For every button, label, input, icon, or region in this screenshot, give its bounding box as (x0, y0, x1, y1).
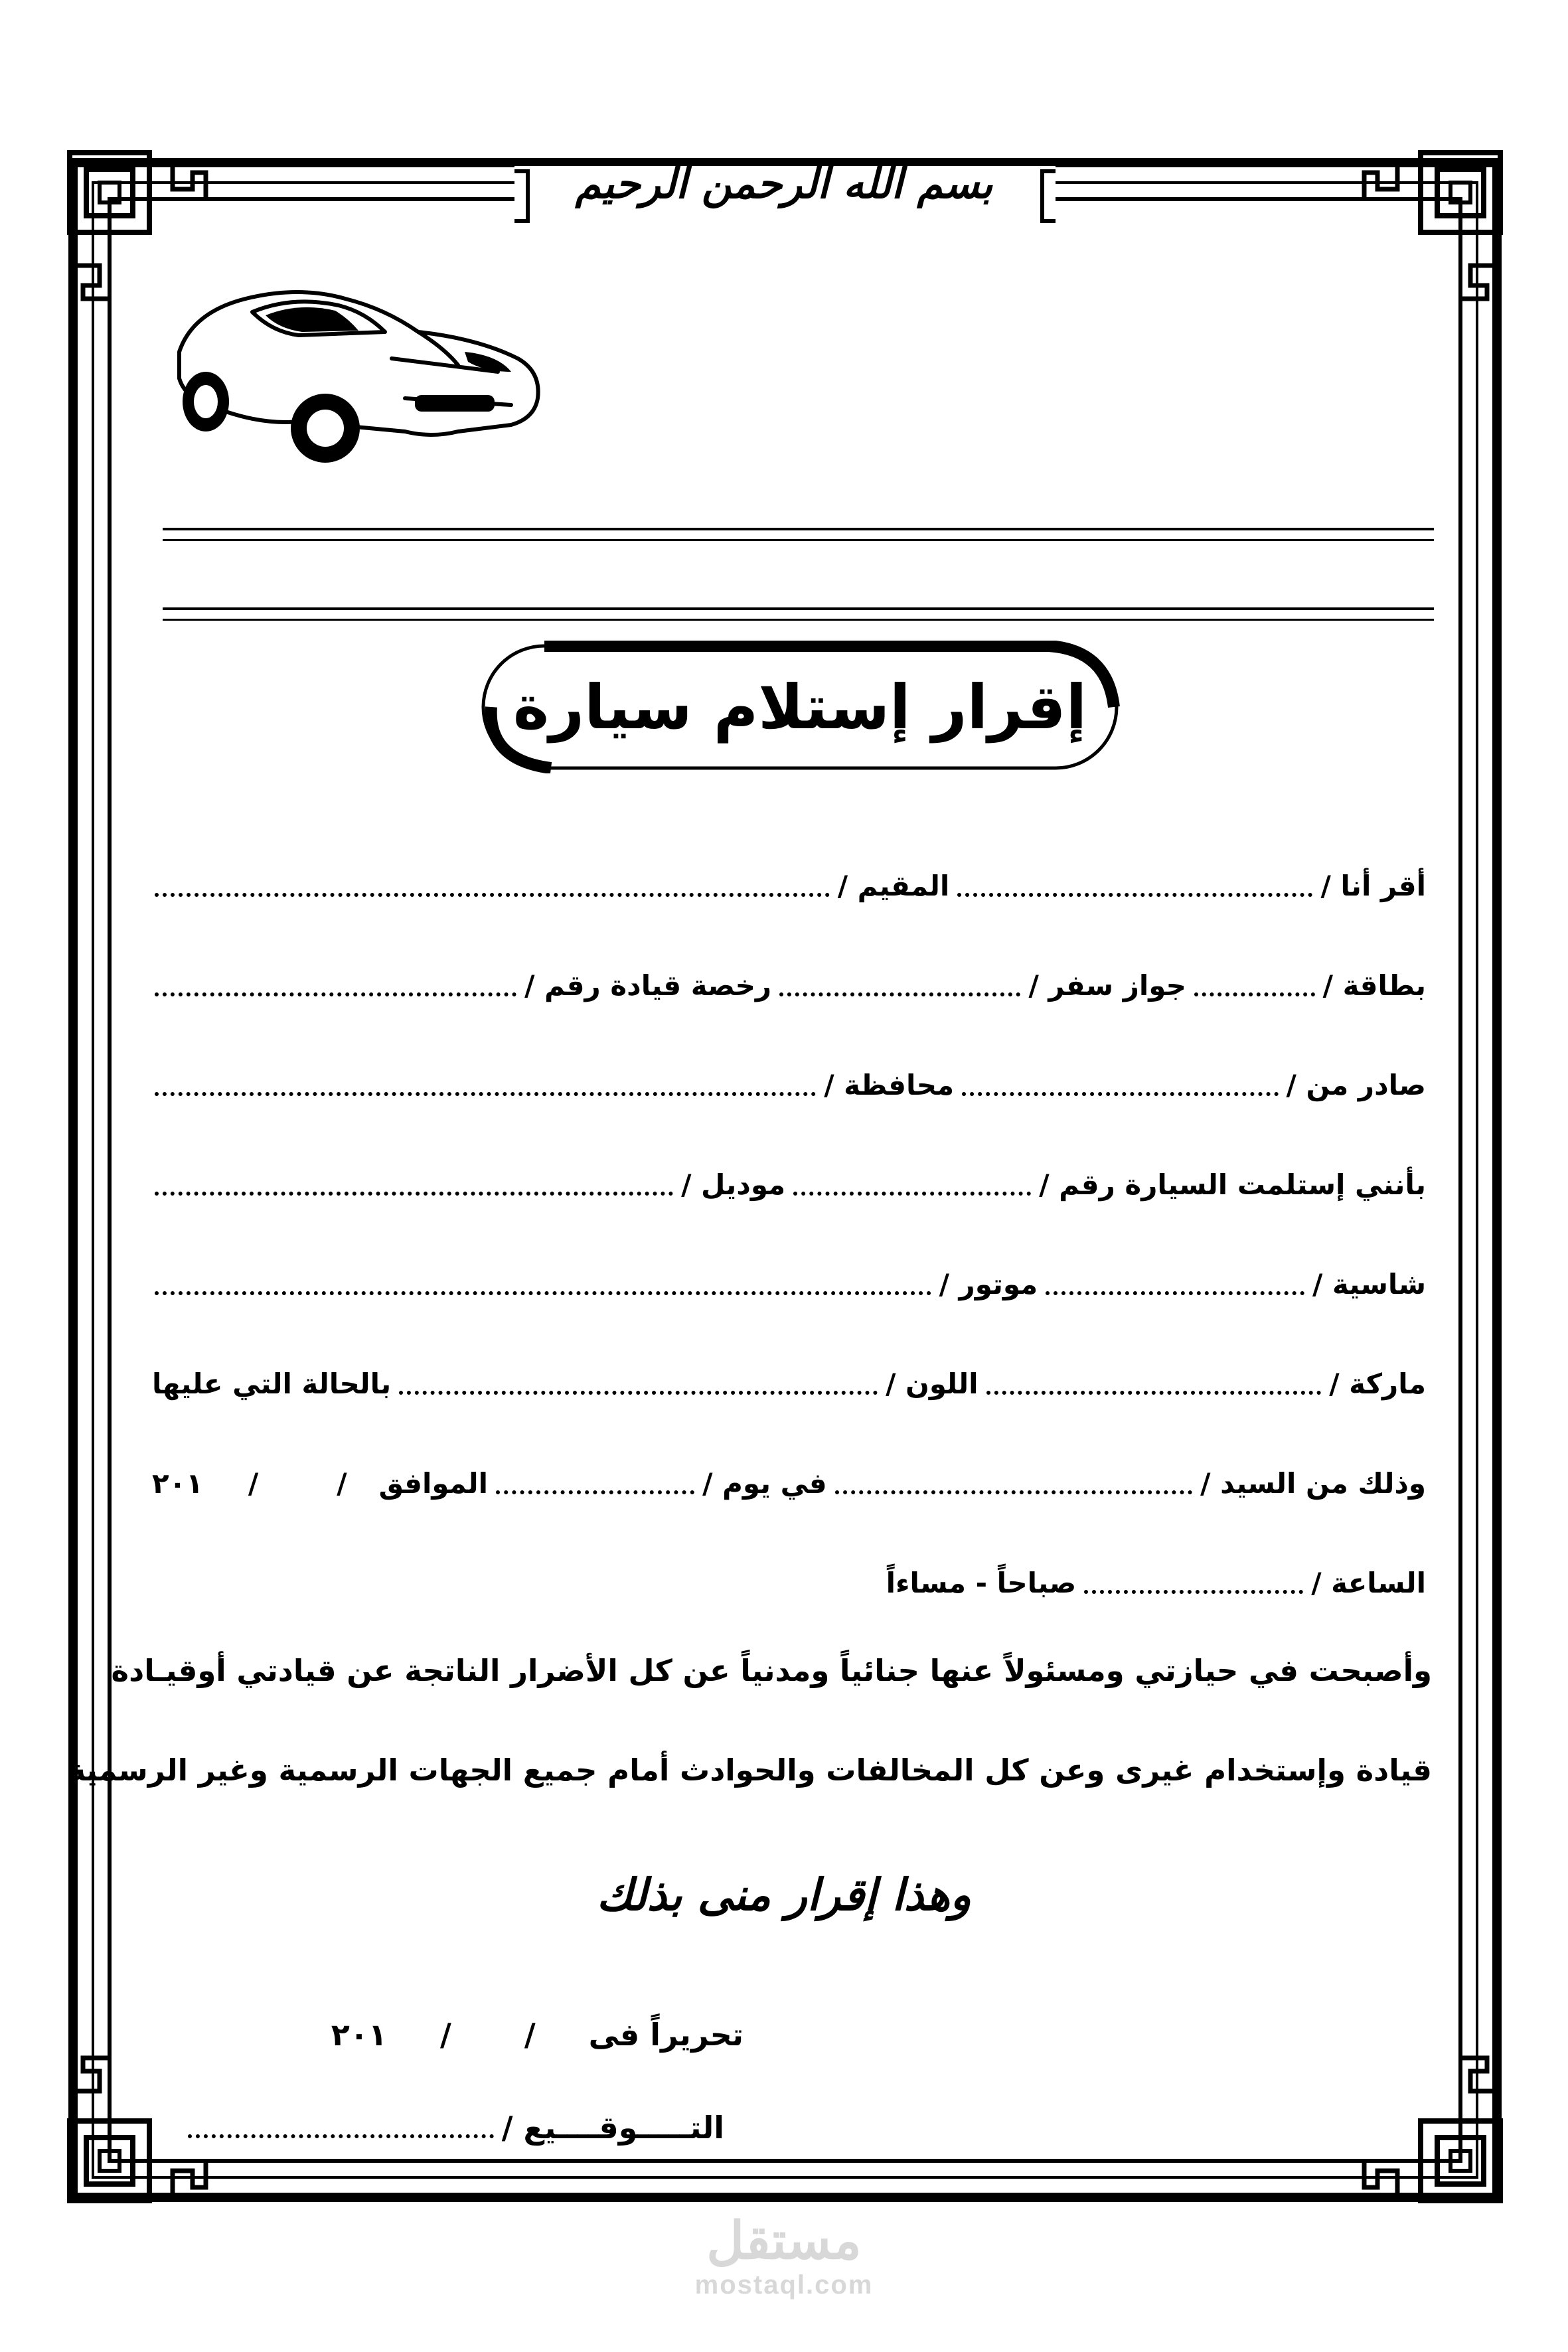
form-row-time (149, 1550, 1429, 1603)
input-day-line[interactable] (496, 1489, 694, 1494)
input-model-line[interactable] (155, 1190, 673, 1196)
written-on-row (319, 2011, 744, 2058)
label-chassis: شاسية / (1312, 1268, 1426, 1300)
input-name-line[interactable] (957, 892, 1312, 897)
input-card-line[interactable] (1194, 991, 1315, 996)
label-issued-from: صادر من / (1286, 1069, 1426, 1101)
label-governorate: محافظة / (824, 1069, 955, 1101)
input-signature-line[interactable] (188, 2133, 494, 2138)
input-license-line[interactable] (155, 991, 516, 996)
label-condition: بالحالة التي عليها (152, 1368, 392, 1400)
divider-line (163, 607, 1434, 610)
input-time-line[interactable] (1084, 1589, 1303, 1594)
form-row-car-number (149, 1152, 1429, 1205)
divider-line (163, 539, 1434, 541)
input-passport-line[interactable] (779, 991, 1020, 996)
label-model: موديل / (681, 1168, 786, 1201)
year-prefix: ٢٠١ (331, 2017, 387, 2053)
form-row-name (149, 853, 1429, 906)
date-separator: / (440, 2017, 451, 2053)
input-resident-line[interactable] (155, 892, 830, 897)
car-illustration (166, 272, 551, 471)
bismillah-header: بسم الله الرحمن الرحيم (575, 159, 993, 208)
label-am-pm: صباحاً - مساءاً (886, 1567, 1077, 1599)
form-row-brand (149, 1351, 1429, 1404)
signature-row (183, 2101, 727, 2148)
label-on-day: في يوم / (702, 1467, 827, 1500)
input-from-mr-line[interactable] (835, 1489, 1193, 1494)
input-chassis-line[interactable] (1046, 1290, 1304, 1295)
form-row-id (149, 953, 1429, 1006)
watermark-arabic: مستقل (706, 2211, 862, 2270)
form-row-issued (149, 1052, 1429, 1105)
label-i-confirm: أقر أنا / (1320, 870, 1426, 902)
label-car-number: بأنني إستلمت السيارة رقم / (1039, 1168, 1426, 1201)
date-separator: / (248, 1467, 259, 1500)
label-resident: المقيم / (837, 870, 950, 902)
divider-line (163, 528, 1434, 530)
input-car-number-line[interactable] (793, 1190, 1031, 1196)
label-engine: موتور / (939, 1268, 1038, 1300)
label-license: رخصة قيادة رقم / (524, 969, 772, 1002)
year-prefix: ٢٠١ (152, 1467, 203, 1500)
input-governorate-line[interactable] (155, 1091, 816, 1096)
date-separator: / (524, 2017, 536, 2053)
label-corresponding: الموافق (378, 1467, 489, 1500)
date-separator: / (337, 1467, 347, 1500)
closing-statement: وهذا إقرار منى بذلك (596, 1869, 972, 1921)
document-title: إقرار إستلام سيارة (512, 671, 1087, 743)
label-signature: التـــــوقــــيع / (501, 2110, 724, 2146)
label-written-on: تحريراً فى (588, 2017, 744, 2053)
label-card: بطاقة / (1322, 969, 1426, 1002)
label-color: اللون / (886, 1368, 979, 1400)
label-from-mr: وذلك من السيد / (1200, 1467, 1426, 1500)
label-passport: جواز سفر / (1028, 969, 1186, 1002)
input-engine-line[interactable] (155, 1290, 931, 1295)
form-row-received-from (149, 1450, 1429, 1504)
label-brand: ماركة / (1329, 1368, 1426, 1400)
label-time: الساعة / (1311, 1567, 1426, 1599)
input-issued-line[interactable] (962, 1091, 1278, 1096)
watermark (0, 2211, 1568, 2300)
title-banner (478, 641, 1122, 773)
liability-paragraph-line-2: قيادة وإستخدام غيرى وعن كل المخالفات والحوادث أمام جميع الجهات الرسمية وغير الرسمية (68, 1753, 1432, 1788)
watermark-latin: mostaql.com (694, 2270, 874, 2300)
form-row-chassis (149, 1251, 1429, 1304)
input-color-line[interactable] (399, 1389, 878, 1395)
divider-line (163, 619, 1434, 621)
liability-paragraph-line-1: وأصبحت في حيازتي ومسئولاً عنها جنائياً ومدنياً عن كل الأضرار الناتجة عن قيادتي أوقيـادة (111, 1653, 1432, 1688)
input-brand-line[interactable] (986, 1389, 1322, 1395)
